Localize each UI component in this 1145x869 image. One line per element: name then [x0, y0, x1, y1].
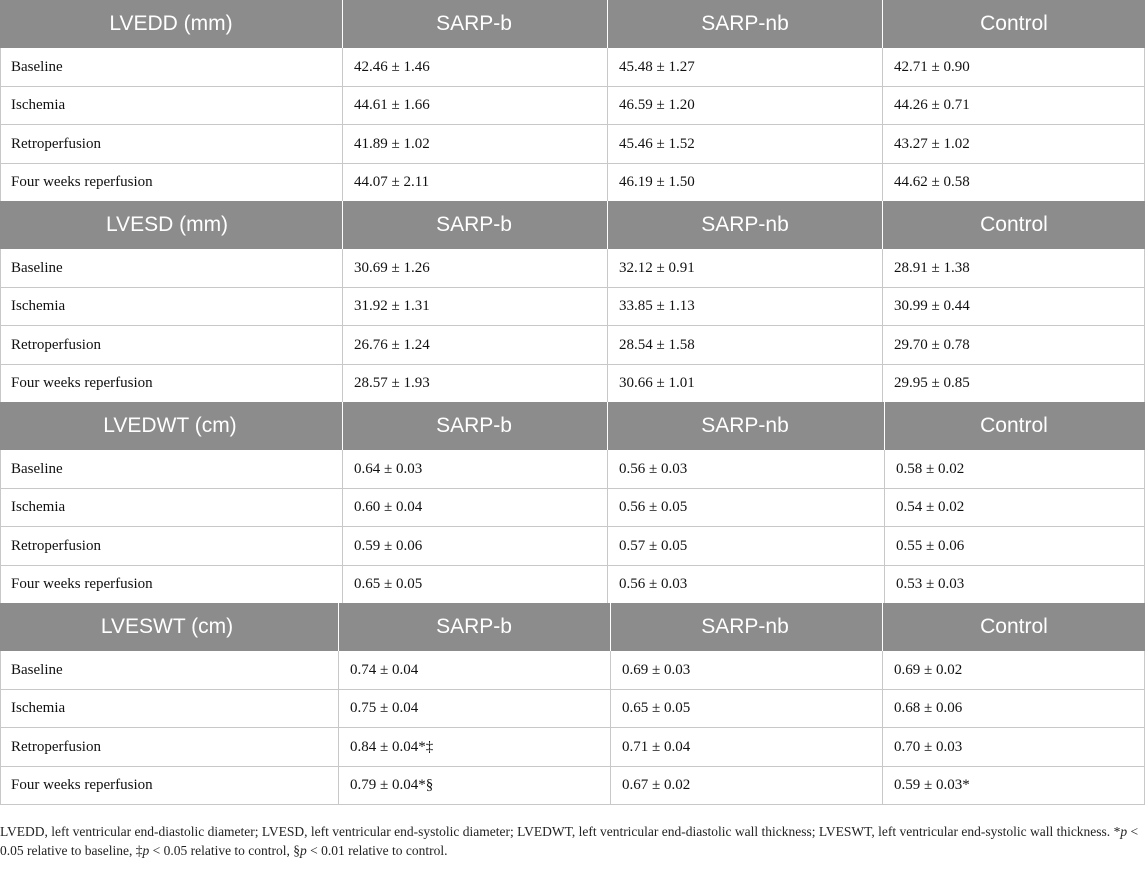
table-section-lvesd — [0, 201, 1145, 402]
table-row — [0, 689, 1145, 728]
header-cell-sarp-nb: SARP-nb — [701, 213, 789, 236]
header-cell-parameter: LVEDWT (cm) — [103, 414, 237, 437]
cell-sarp-b: 0.79 ± 0.04*§ — [350, 776, 434, 793]
footnote-mark-3: § — [293, 843, 301, 858]
cell-sarp-b: 0.59 ± 0.06 — [354, 537, 423, 554]
cell-control: 29.95 ± 0.85 — [894, 374, 970, 391]
cell-parameter: Four weeks reperfusion — [11, 776, 153, 793]
footnote-mark-2: ‡ — [135, 843, 143, 858]
cell-sarp-b: 30.69 ± 1.26 — [354, 260, 430, 276]
cell-sarp-nb: 0.56 ± 0.03 — [619, 461, 688, 477]
header-cell-control: Control — [980, 213, 1048, 236]
table-section-lveswt — [0, 603, 1145, 804]
cell-sarp-b: 44.07 ± 2.11 — [354, 173, 430, 190]
cell-control: 30.99 ± 0.44 — [894, 298, 970, 315]
cell-control: 0.69 ± 0.02 — [894, 662, 963, 678]
table-row — [0, 249, 1145, 288]
table-row — [0, 450, 1145, 489]
header-divider — [607, 201, 608, 249]
header-cell-sarp-b: SARP-b — [436, 213, 512, 236]
header-divider — [607, 0, 608, 48]
header-cell-parameter: LVEDD (mm) — [109, 12, 233, 35]
table-row — [0, 565, 1145, 604]
cell-sarp-b: 0.84 ± 0.04*‡ — [350, 738, 434, 755]
cell-sarp-b: 0.74 ± 0.04 — [350, 662, 419, 678]
cell-parameter: Baseline — [11, 59, 63, 75]
cell-parameter: Retroperfusion — [11, 738, 101, 755]
cell-parameter: Four weeks reperfusion — [11, 374, 153, 391]
header-divider — [342, 0, 343, 48]
cell-parameter: Ischemia — [11, 298, 66, 315]
cell-sarp-nb: 0.69 ± 0.03 — [622, 662, 691, 678]
cell-parameter: Retroperfusion — [11, 336, 101, 353]
cell-sarp-nb: 30.66 ± 1.01 — [619, 374, 695, 391]
cell-sarp-b: 0.64 ± 0.03 — [354, 461, 423, 477]
cell-parameter: Baseline — [11, 260, 63, 276]
cell-sarp-b: 41.89 ± 1.02 — [354, 135, 430, 152]
cell-parameter: Baseline — [11, 662, 63, 678]
cell-sarp-b: 31.92 ± 1.31 — [354, 298, 430, 315]
cell-sarp-b: 0.60 ± 0.04 — [354, 499, 423, 516]
table-footnote — [0, 822, 1140, 860]
cell-control: 28.91 ± 1.38 — [894, 260, 970, 276]
header-cell-sarp-b: SARP-b — [436, 12, 512, 35]
table-section-lvedd — [0, 0, 1145, 201]
cell-sarp-nb: 33.85 ± 1.13 — [619, 298, 695, 315]
cell-sarp-nb: 0.65 ± 0.05 — [622, 700, 691, 717]
cell-control: 0.53 ± 0.03 — [896, 575, 965, 592]
header-cell-control: Control — [980, 414, 1048, 437]
header-divider — [607, 402, 608, 450]
cell-parameter: Baseline — [11, 461, 63, 477]
table-row — [0, 48, 1145, 87]
header-divider — [882, 201, 883, 249]
footnote-definitions: LVEDD, left ventricular end-diastolic diameter; LVESD, left ventricular end-systolic diameter; LVEDWT, left ventricular end-diastolic wall thickness; LVESWT, left ventricular end-systolic wall thickness. — [0, 824, 1111, 839]
footnote-mark-1: * — [1113, 824, 1121, 839]
cell-control: 0.55 ± 0.06 — [896, 537, 965, 554]
header-divider — [342, 402, 343, 450]
table-row — [0, 651, 1145, 690]
header-divider — [342, 201, 343, 249]
cell-parameter: Ischemia — [11, 97, 66, 114]
table-row — [0, 364, 1145, 403]
cell-control: 44.62 ± 0.58 — [894, 173, 970, 190]
cell-control: 0.54 ± 0.02 — [896, 499, 965, 516]
cell-parameter: Retroperfusion — [11, 135, 101, 152]
cell-sarp-b: 44.61 ± 1.66 — [354, 97, 430, 114]
cell-sarp-nb: 28.54 ± 1.58 — [619, 336, 695, 353]
header-cell-parameter: LVESD (mm) — [105, 213, 229, 236]
cell-sarp-nb: 45.48 ± 1.27 — [619, 59, 695, 75]
cell-sarp-b: 42.46 ± 1.46 — [354, 59, 430, 75]
header-divider — [338, 603, 339, 651]
cell-sarp-b: 0.65 ± 0.05 — [354, 575, 423, 592]
header-cell-sarp-nb: SARP-nb — [701, 414, 789, 437]
header-divider — [882, 603, 883, 651]
cell-sarp-nb: 0.57 ± 0.05 — [619, 537, 688, 554]
table-row — [0, 488, 1145, 527]
cell-sarp-nb: 45.46 ± 1.52 — [619, 135, 695, 152]
header-cell-sarp-b: SARP-b — [436, 414, 512, 437]
cell-parameter: Four weeks reperfusion — [11, 173, 153, 190]
table-row — [0, 287, 1145, 326]
table-row — [0, 125, 1145, 164]
table-row — [0, 163, 1145, 202]
cell-sarp-nb: 0.56 ± 0.05 — [619, 499, 688, 516]
cell-parameter: Retroperfusion — [11, 537, 101, 554]
header-cell-control: Control — [980, 12, 1048, 35]
cell-sarp-b: 0.75 ± 0.04 — [350, 700, 419, 717]
cell-control: 0.58 ± 0.02 — [896, 461, 965, 477]
header-cell-parameter: LVESWT (cm) — [100, 615, 234, 638]
table-row — [0, 728, 1145, 767]
header-cell-sarp-nb: SARP-nb — [701, 615, 789, 638]
cell-sarp-nb: 32.12 ± 0.91 — [619, 260, 695, 276]
table-row — [0, 527, 1145, 566]
cell-control: 0.70 ± 0.03 — [894, 738, 963, 755]
cell-control: 44.26 ± 0.71 — [894, 97, 970, 114]
cell-sarp-b: 26.76 ± 1.24 — [354, 336, 430, 353]
cell-control: 0.68 ± 0.06 — [894, 700, 963, 717]
cell-parameter: Ischemia — [11, 499, 66, 516]
footnote-sig-1: < 0.05 relative to baseline, — [0, 824, 1139, 858]
cell-sarp-nb: 0.71 ± 0.04 — [622, 738, 691, 755]
cell-parameter: Ischemia — [11, 700, 66, 717]
table-row — [0, 766, 1145, 805]
cell-control: 29.70 ± 0.78 — [894, 336, 970, 353]
cell-sarp-nb: 0.67 ± 0.02 — [622, 776, 691, 793]
header-cell-sarp-b: SARP-b — [436, 615, 512, 638]
cell-control: 0.59 ± 0.03* — [894, 776, 970, 793]
cell-sarp-nb: 46.59 ± 1.20 — [619, 97, 695, 114]
header-divider — [882, 0, 883, 48]
cell-control: 43.27 ± 1.02 — [894, 135, 970, 152]
header-cell-sarp-nb: SARP-nb — [701, 12, 789, 35]
cell-sarp-nb: 0.56 ± 0.03 — [619, 575, 688, 592]
header-cell-control: Control — [980, 615, 1048, 638]
table-section-lvedwt — [0, 402, 1145, 603]
cell-parameter: Four weeks reperfusion — [11, 575, 153, 592]
footnote-p-1: p — [1120, 824, 1128, 839]
footnote-p-3: p — [300, 843, 307, 858]
header-divider — [884, 402, 885, 450]
footnote-sig-2: < 0.05 relative to control, — [149, 843, 294, 858]
table-row — [0, 326, 1145, 365]
cell-sarp-b: 28.57 ± 1.93 — [354, 374, 430, 391]
footnote-p-2: p — [142, 843, 150, 858]
cell-control: 42.71 ± 0.90 — [894, 59, 970, 75]
cell-sarp-nb: 46.19 ± 1.50 — [619, 173, 695, 190]
table-row — [0, 86, 1145, 125]
footnote-sig-3: < 0.01 relative to control. — [306, 843, 448, 858]
header-divider — [610, 603, 611, 651]
